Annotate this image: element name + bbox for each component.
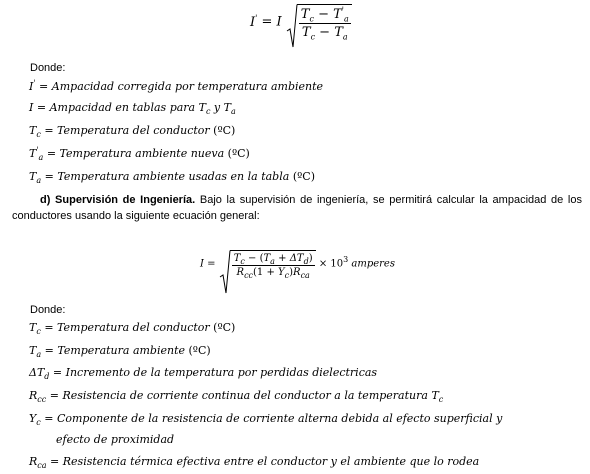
definition-delta-td: $\Delta T_d$ = Incremento de la temperatura por perdidas dielectricas bbox=[29, 366, 378, 382]
definition-tc: $T_c$ = Temperatura del conductor (ºC) bbox=[29, 124, 236, 140]
definition-yc: $Y_c$ = Componente de la resistencia de corriente alterna debida al efecto superficial y bbox=[29, 412, 503, 428]
donde-label: Donde: bbox=[30, 62, 66, 74]
formula2-fraction bbox=[232, 253, 315, 278]
definition-yc-continuation: efecto de proximidad bbox=[56, 433, 175, 446]
paragraph-body: Bajo la supervisión de ingeniería, se permitirá calcular la ampacidad de los conductores usando la siguiente ecuación general: bbox=[12, 194, 582, 222]
formula1-equals: = bbox=[257, 14, 277, 30]
formula1-factor: I bbox=[276, 14, 282, 30]
formula2-sqrt bbox=[219, 250, 316, 278]
formula1-numerator: $T_c - T'_a$ bbox=[300, 5, 349, 24]
formula-ampacity-correction bbox=[250, 4, 352, 40]
definition-i-prime: I' = Ampacidad corregida por temperatura ambiente bbox=[29, 78, 324, 93]
formula2-lhs: I bbox=[200, 258, 204, 270]
paragraph-heading: d) Supervisión de Ingeniería. bbox=[40, 194, 196, 206]
definition-ta: $T_a$ = Temperatura ambiente (ºC) bbox=[29, 344, 211, 360]
formula2-unit: amperes bbox=[348, 258, 395, 270]
definition-i: I = Ampacidad en tablas para $T_c$ y $T_a$ bbox=[29, 101, 236, 117]
formula2-numerator: $T_c - (T_a + \Delta T_d)$ bbox=[233, 253, 313, 266]
definition-ta: $T_a$ = Temperatura ambiente usadas en la tabla (ºC) bbox=[29, 170, 315, 186]
formula1-fraction bbox=[299, 7, 351, 40]
formula1-sqrt bbox=[286, 4, 352, 40]
definition-tc: $T_c$ = Temperatura del conductor (ºC) bbox=[29, 321, 236, 337]
sqrt-symbol bbox=[219, 250, 231, 294]
definition-t-prime-a: $T'_a$ = Temperatura ambiente nueva (ºC) bbox=[29, 145, 250, 163]
sqrt-symbol bbox=[286, 4, 298, 48]
formula1-denominator: $T_c - T_a$ bbox=[301, 25, 348, 42]
formula2-denominator: $R_{cc}(1 + Y_c)R_{ca}$ bbox=[236, 267, 310, 280]
formula2-times: × 10 bbox=[315, 258, 344, 270]
donde-label: Donde: bbox=[30, 304, 66, 316]
formula1-lhs: I' bbox=[250, 13, 258, 30]
formula2-exponent: 3 bbox=[343, 255, 349, 265]
engineering-supervision-paragraph bbox=[12, 192, 582, 224]
definition-rcc: $R_{cc}$ = Resistencia de corriente continua del conductor a la temperatura $T_c$ bbox=[29, 389, 444, 405]
formula2-equals: = bbox=[203, 258, 219, 270]
definition-rca: $R_{ca}$ = Resistencia térmica efectiva entre el conductor y el ambiente que lo rodea bbox=[29, 455, 480, 471]
formula-general-ampacity bbox=[200, 250, 395, 278]
